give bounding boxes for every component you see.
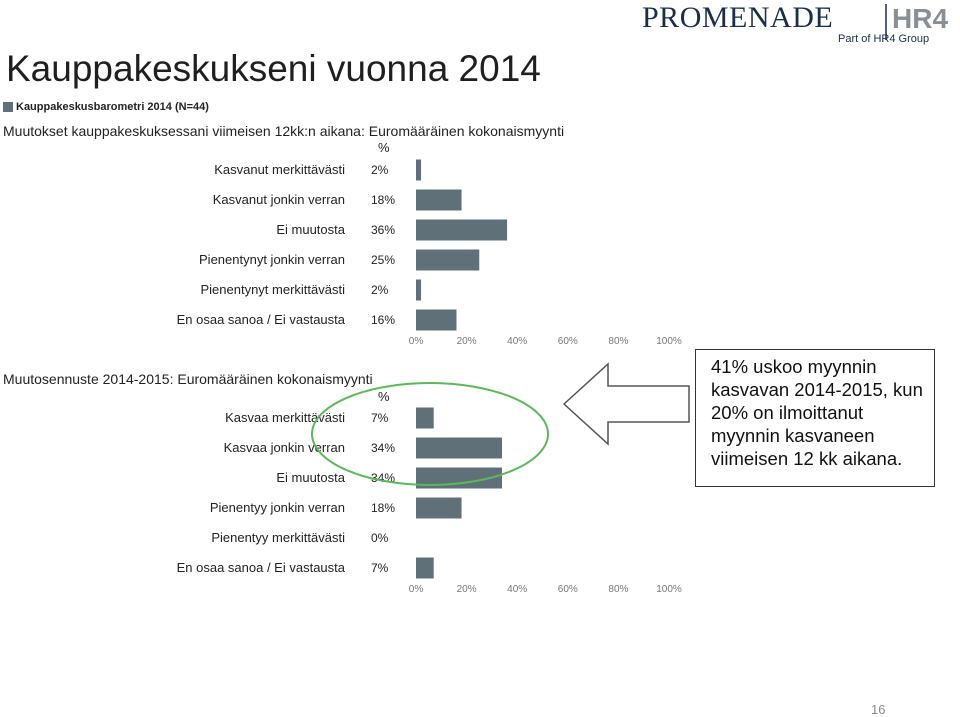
chart2-value-label: 34% [371, 471, 396, 485]
chart1-value-label: 2% [371, 163, 389, 177]
chart1-category-label: Pienentynyt jonkin verran [199, 252, 345, 267]
chart2-value-label: 7% [371, 411, 389, 425]
callout-text: 41% uskoo myynnin kasvavan 2014-2015, kun 20% on ilmoittanut myynnin kasvaneen viimeisen 12 kk aikana. [711, 356, 923, 469]
callout-box [695, 349, 935, 487]
chart1-value-label: 25% [371, 253, 396, 267]
chart1-x-tick-label: 100% [656, 336, 682, 347]
chart2-x-tick-label: 80% [608, 584, 629, 595]
callout-arrow [564, 364, 689, 444]
chart1-value-label: 36% [371, 223, 396, 237]
chart1-value-label: 18% [371, 193, 396, 207]
legend-label: Kauppakeskusbarometri 2014 (N=44) [16, 101, 209, 113]
chart1-category-label: Kasvanut merkittävästi [214, 162, 345, 177]
chart1-x-tick-label: 80% [608, 336, 629, 347]
logo-tagline: Part of HR4 Group [838, 33, 930, 45]
page-title: Kauppakeskukseni vuonna 2014 [6, 48, 541, 89]
chart1-title: Muutokset kauppakeskuksessani viimeisen 12kk:n aikana: Euromääräinen kokonaismyynti [3, 123, 565, 139]
chart1-category-label: Kasvanut jonkin verran [212, 192, 345, 207]
chart2-title: Muutosennuste 2014-2015: Euromääräinen kokonaismyynti [3, 371, 373, 387]
chart2-x-tick-label: 100% [656, 584, 682, 595]
chart2-category-label: Kasvaa merkittävästi [225, 410, 345, 425]
chart1-x-tick-label: 20% [456, 336, 477, 347]
chart1-category-label: Pienentynyt merkittävästi [200, 282, 345, 297]
chart1-value-label: 16% [371, 313, 396, 327]
chart2-category-label: Kasvaa jonkin verran [223, 440, 345, 455]
logo-mark: HR4 [892, 3, 949, 34]
highlight-ellipse [312, 383, 548, 485]
chart2-category-label: Pienentyy jonkin verran [209, 500, 345, 515]
chart2-value-label: 7% [371, 561, 389, 575]
chart2-x-tick-label: 40% [507, 584, 528, 595]
chart1-value-label: 2% [371, 283, 389, 297]
chart1-x-tick-label: 40% [507, 336, 528, 347]
chart2-category-label: En osaa sanoa / Ei vastausta [176, 560, 345, 575]
chart2-x-tick-label: 60% [557, 584, 578, 595]
chart1-category-label: Ei muutosta [276, 222, 345, 237]
chart2-value-label: 0% [371, 531, 389, 545]
chart1-x-tick-label: 60% [557, 336, 578, 347]
chart2-category-label: Pienentyy merkittävästi [211, 530, 345, 545]
chart2-x-tick-label: 20% [456, 584, 477, 595]
chart2-category-label: Ei muutosta [276, 470, 345, 485]
chart1-unit-header: % [378, 140, 390, 155]
chart1-category-label: En osaa sanoa / Ei vastausta [176, 312, 345, 327]
chart1-x-tick-label: 0% [408, 336, 424, 347]
logo-wordmark: PROMENADE [642, 1, 834, 34]
chart2-x-tick-label: 0% [408, 584, 424, 595]
chart2-value-label: 34% [371, 441, 396, 455]
page-number: 16 [871, 702, 886, 717]
chart2-value-label: 18% [371, 501, 396, 515]
chart2-unit-header: % [378, 389, 390, 404]
